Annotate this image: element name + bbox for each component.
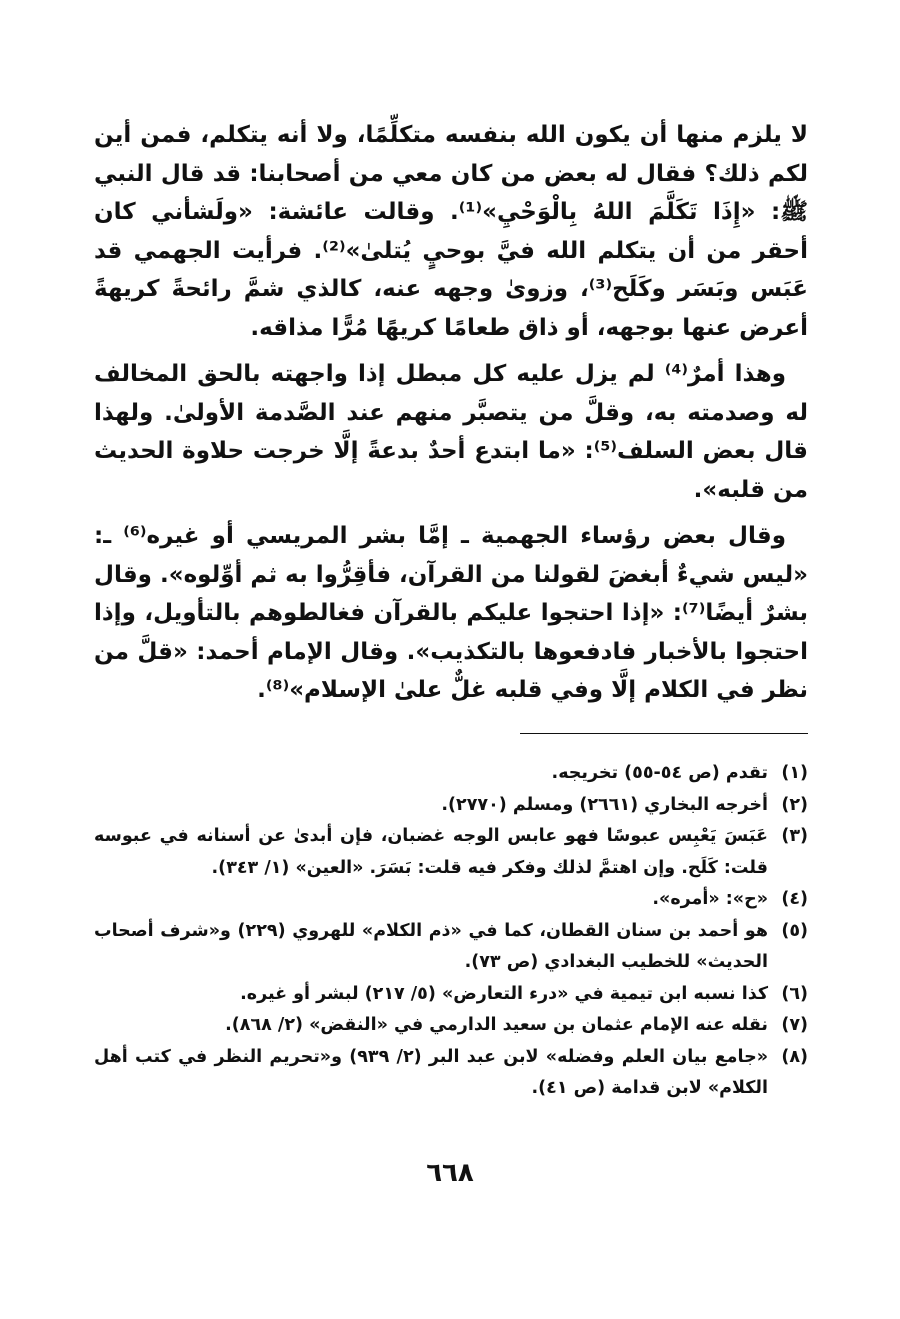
footnote-item [94,979,808,1011]
footnote-number: (٣) [781,826,808,846]
footnotes [94,758,808,1105]
footnote-text: كذا نسبه ابن تيمية في «درء التعارض» (٥/ ٢١٧) لبشر أو غيره. [240,983,768,1004]
footnote-text: تقدم (ص ٥٤-٥٥) تخريجه. [551,763,768,783]
footnote-item [94,1042,808,1105]
footnote-text: عَبَسَ يَعْبِس عبوسًا فهو عابس الوجه غضبان، فإن أبدىٰ عن أسنانه في عبوسه قلت: كَلَح. وإن اهتمَّ لذلك وفكر فيه قلت: بَسَرَ. «العين» (١/ ٣٤٣). [94,826,768,878]
page-number: ٦٦٨ [426,1158,474,1188]
footnote-item [94,884,808,916]
footnote-number: (٧) [781,1015,808,1035]
paragraph-1: لا يلزم منها أن يكون الله بنفسه متكلِّمًا، ولا أنه يتكلم، فمن أين لكم ذلك؟ فقال له بعض من كان معي من أصحابنا: قد قال النبي ﷺ: «إِذَا تَكَلَّمَ اللهُ بِالْوَحْيِ»⁽¹⁾. وقالت عائشة: «ولَشأني كان أحقر من أن يتكلم الله فيَّ بوحيٍ يُتلىٰ»⁽²⁾. فرأيت الجهمي قد عَبَس وبَسَر وكَلَح⁽³⁾، وزوىٰ وجهه عنه، كالذي شمَّ رائحةً كريهةً أعرض عنها بوجهه، أو ذاق طعامًا كريهًا مُرًّا مذاقه. [94,122,808,341]
footnote-number: (٤) [781,889,808,909]
footnote-item [94,821,808,884]
footnote-item [94,1010,808,1042]
footnote-text: هو أحمد بن سنان القطان، كما في «ذم الكلام» للهروي (٢٢٩) و«شرف أصحاب الحديث» للخطيب البغدادي (ص ٧٣). [94,920,768,972]
footnote-text: أخرجه البخاري (٢٦٦١) ومسلم (٢٧٧٠). [441,794,768,815]
main-text [94,116,808,718]
footnote-text: «ح»: «أمره». [652,889,768,909]
footnote-number: (١) [781,763,808,783]
paragraph-2: وهذا أمرٌ⁽⁴⁾ لم يزل عليه كل مبطل إذا واجهته بالحق المخالف له وصدمته به، وقلَّ من يتصبَّر منهم عند الصَّدمة الأولىٰ. ولهذا قال بعض السلف⁽⁵⁾: «ما ابتدع أحدٌ بدعةً إلَّا خرجت حلاوة الحديث من قلبه». [94,361,808,503]
footnote-text: «جامع بيان العلم وفضله» لابن عبد البر (٢/ ٩٣٩) و«تحريم النظر في كتب أهل الكلام» لابن قدامة (ص ٤١). [94,1046,769,1098]
paragraph-3: وقال بعض رؤساء الجهمية ـ إمَّا بشر المريسي أو غيره⁽⁶⁾ ـ: «ليس شيءٌ أبغضَ لقولنا من القرآن، فأقِرُّوا به ثم أوِّلوه». وقال بشرٌ أيضًا⁽⁷⁾: «إذا احتجوا عليكم بالقرآن فغالطوهم بالتأويل، وإذا احتجوا بالأخبار فادفعوها بالتكذيب». وقال الإمام أحمد: «قلَّ من نظر في الكلام إلَّا وفي قلبه غلٌّ علىٰ الإسلام»⁽⁸⁾. [94,523,808,703]
footnote-item [94,916,808,979]
footnote-number: (٦) [781,983,808,1004]
footnote-number: (٥) [781,920,808,941]
footnote-text: نقله عنه الإمام عثمان بن سعيد الدارمي في «النقض» (٢/ ٨٦٨). [225,1015,768,1035]
footnote-item [94,758,808,790]
footnote-item [94,790,808,822]
footnote-divider [520,733,808,734]
footnote-number: (٨) [781,1046,808,1067]
footnote-number: (٢) [781,794,808,815]
